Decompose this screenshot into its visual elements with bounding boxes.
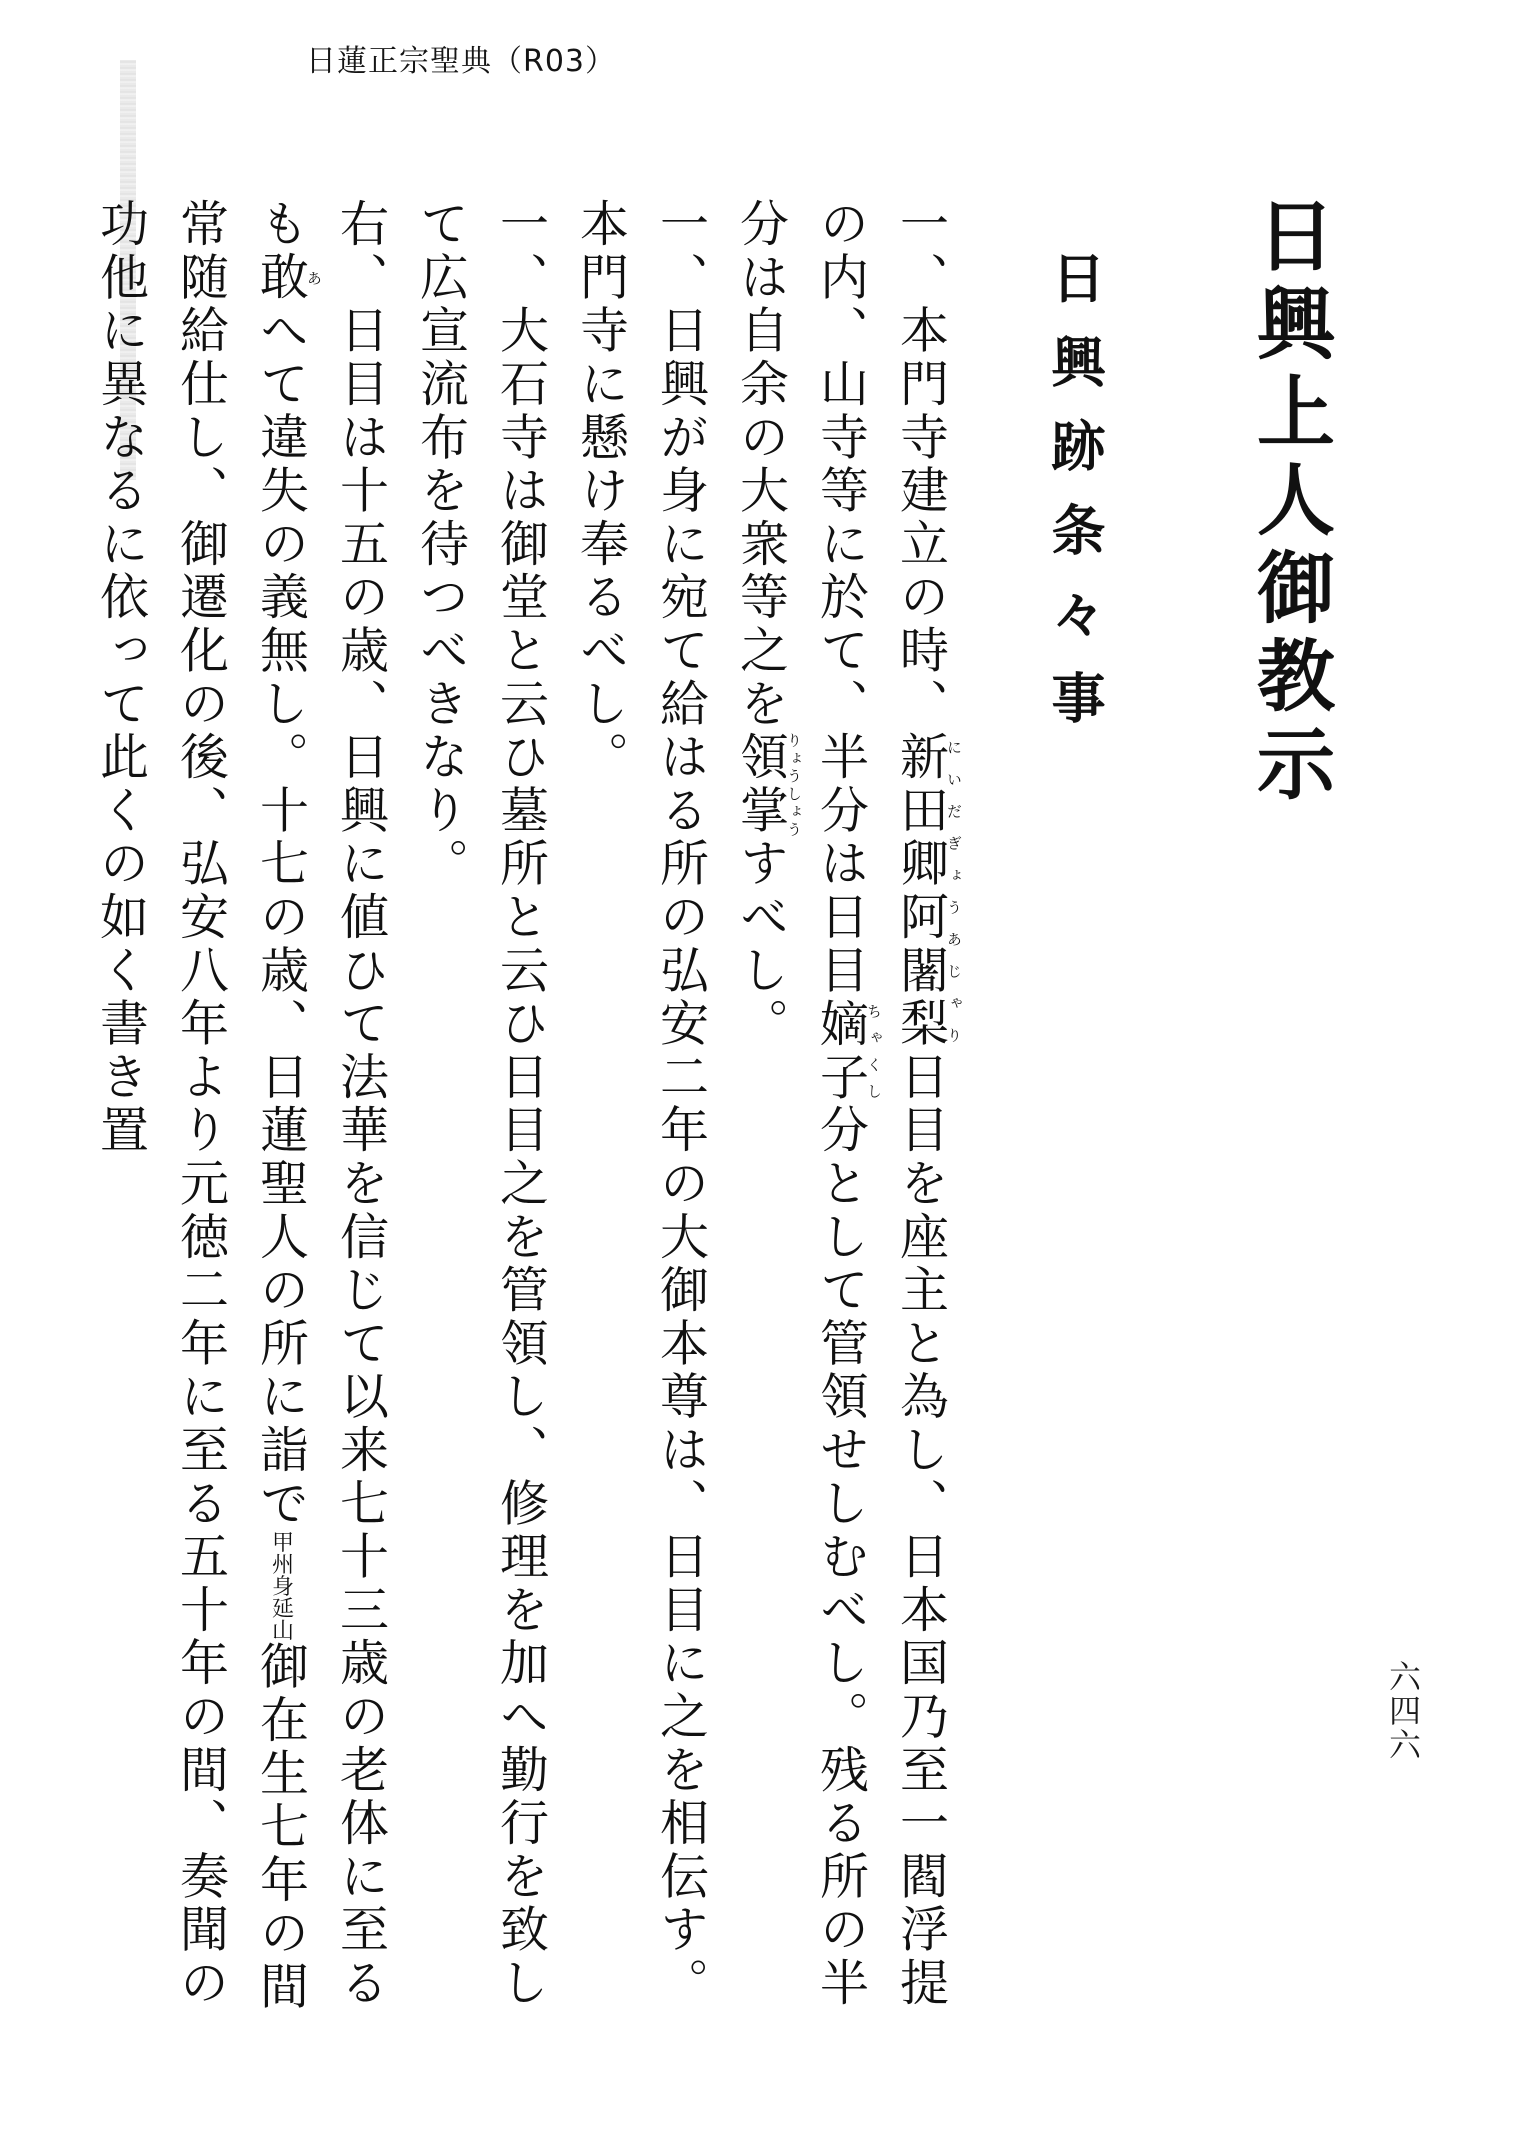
- book-header: 日蓮正宗聖典（R03）: [306, 44, 617, 79]
- paragraph-2: 一、日興が身に宛て給はる所の弘安二年の大御本尊は、日目に之を相伝す。本門寺に懸け奉るべし。: [572, 198, 710, 2011]
- page-number: 六四六: [1384, 1660, 1422, 1762]
- paragraph-4-part-c: へて違失の義無し。十七の歳、日蓮聖人の所に詣で: [252, 304, 310, 1531]
- ruby-chakushi: 嫡子ちゃくし: [812, 997, 883, 1105]
- body-text: [81, 198, 963, 2038]
- chapter-title: 日興上人御教示: [1244, 195, 1335, 811]
- paragraph-3: 一、大石寺は御堂と云ひ墓所と云ひ日目之を管領し、修理を加へ勤行を致して広宣流布を待つべきなり。: [412, 198, 550, 2011]
- paragraph-4: [81, 198, 401, 2038]
- paragraph-4-part-a: 右、日目は十五の歳、日興に値ひて法華を信じて以来七十三歳の老体に至るも: [252, 198, 390, 2011]
- paragraph-1: [721, 198, 963, 2038]
- paragraph-1-part-a: 一、本門寺建立の時、: [892, 198, 950, 731]
- ruby-niida: 新田卿阿闍梨にいだぎょうあじゃり: [892, 731, 963, 1051]
- ruby-a: 敢あ: [252, 251, 323, 305]
- paragraph-1-part-e: 分として管領せしむべし。残る所の半分は自余の大衆等之を: [732, 198, 870, 2011]
- paragraph-1-part-g: すべし。: [732, 837, 790, 1051]
- paragraph-4-part-e: 御在生七年の間常随給仕し、御遷化の後、弘安八年より元徳二年に至る五十年の間、奏聞の功他に異なるに依って此くの如く書き置: [92, 198, 310, 2014]
- ruby-ryoushou: 領掌りょうしょう: [732, 731, 803, 838]
- section-title: 日興跡条々事: [1043, 250, 1107, 754]
- paragraph-1-part-c: 日目を座主と為し、日本国乃至一閻浮提の内、山寺等に於て、半分は日目: [812, 198, 950, 2011]
- inline-note-minobu: 甲州身延山: [268, 1530, 294, 1641]
